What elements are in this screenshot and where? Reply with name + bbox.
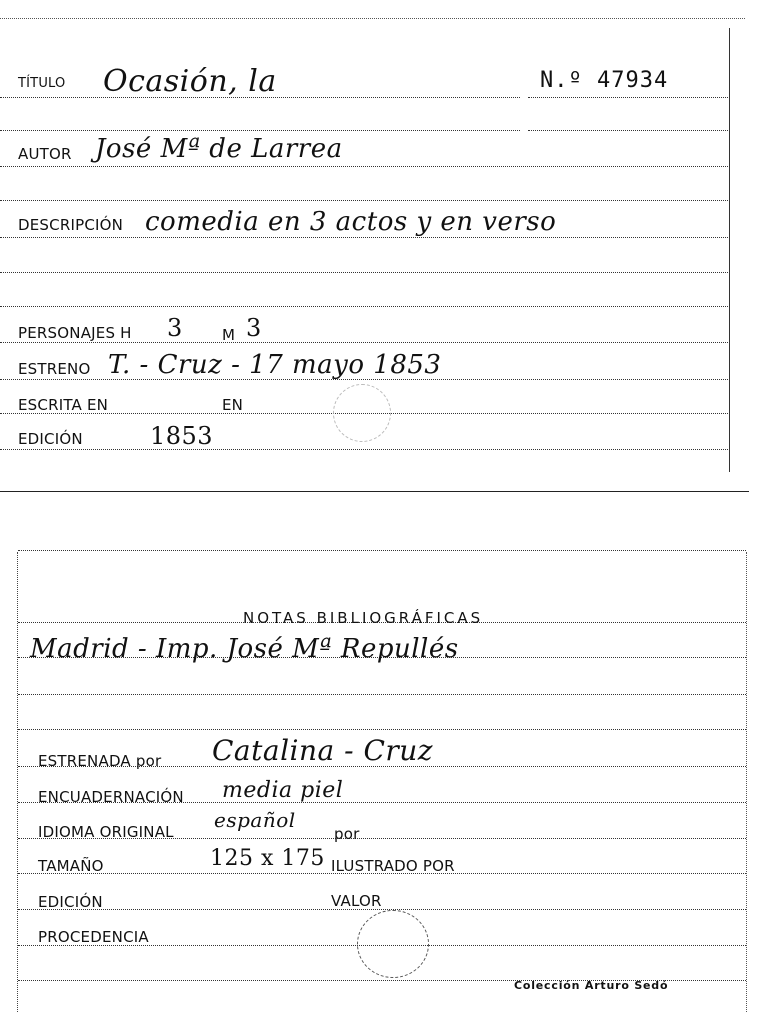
upper-card-right-edge xyxy=(729,28,730,472)
estrenada-label: ESTRENADA por xyxy=(38,752,162,770)
tamano-label: TAMAÑO xyxy=(38,857,104,875)
encuadernacion-label: ENCUADERNACIÓN xyxy=(38,788,184,806)
personajes-label: PERSONAJES H xyxy=(18,324,132,342)
rule xyxy=(18,694,746,695)
upper-card-top-edge xyxy=(0,18,745,19)
procedencia-label: PROCEDENCIA xyxy=(38,928,149,946)
escrita-label: ESCRITA EN xyxy=(18,396,109,414)
autor-label: AUTOR xyxy=(18,145,72,163)
upper-card-bottom-edge xyxy=(0,491,749,492)
lower-card-left-edge xyxy=(17,552,18,1012)
coleccion-footer: Colección Arturo Sedó xyxy=(514,979,669,992)
personajes-m-label: M xyxy=(222,326,236,344)
rule xyxy=(0,130,520,131)
escrita-en-label: EN xyxy=(222,396,244,414)
lower-edicion-label: EDICIÓN xyxy=(38,893,103,911)
lower-catalog-card xyxy=(0,500,759,1028)
notas-value: Madrid - Imp. José Mª Repullés xyxy=(30,634,459,664)
descripcion-value: comedia en 3 actos y en verso xyxy=(145,207,557,237)
descripcion-label: DESCRIPCIÓN xyxy=(18,216,124,234)
titulo-value: Ocasión, la xyxy=(103,64,277,99)
numero-value: N.º 47934 xyxy=(540,68,669,93)
tamano-value: 125 x 175 xyxy=(210,846,325,871)
rule xyxy=(0,166,728,167)
encuadernacion-value: media piel xyxy=(222,778,344,803)
rule xyxy=(0,200,728,201)
ilustrado-label: ILUSTRADO POR xyxy=(331,857,455,875)
rule xyxy=(0,306,728,307)
rule xyxy=(0,237,728,238)
estreno-value: T. - Cruz - 17 mayo 1853 xyxy=(108,350,442,380)
rule xyxy=(18,729,746,730)
edicion-value: 1853 xyxy=(150,422,214,450)
rule xyxy=(0,272,728,273)
estreno-label: ESTRENO xyxy=(18,360,91,378)
lower-card-right-edge xyxy=(746,552,747,1012)
idioma-por-label: por xyxy=(334,825,360,843)
upper-catalog-card xyxy=(0,0,759,500)
estrenada-value: Catalina - Cruz xyxy=(212,734,434,767)
stamp-mark xyxy=(357,910,429,978)
idioma-value: español xyxy=(214,808,296,832)
personajes-m-value: 3 xyxy=(246,314,262,342)
rule xyxy=(0,449,728,450)
valor-label: VALOR xyxy=(331,892,382,910)
notas-title: NOTAS BIBLIOGRÁFICAS xyxy=(243,609,484,627)
personajes-h-value: 3 xyxy=(167,314,183,342)
autor-value: José Mª de Larrea xyxy=(95,134,343,164)
rule xyxy=(528,130,728,131)
lower-card-top-edge xyxy=(18,550,746,551)
rule xyxy=(528,97,728,98)
rule xyxy=(0,342,728,343)
stamp-mark xyxy=(333,384,391,442)
idioma-label: IDIOMA ORIGINAL xyxy=(38,823,174,841)
titulo-label: TÍTULO xyxy=(18,76,66,91)
rule xyxy=(18,909,746,910)
edicion-label: EDICIÓN xyxy=(18,430,83,448)
